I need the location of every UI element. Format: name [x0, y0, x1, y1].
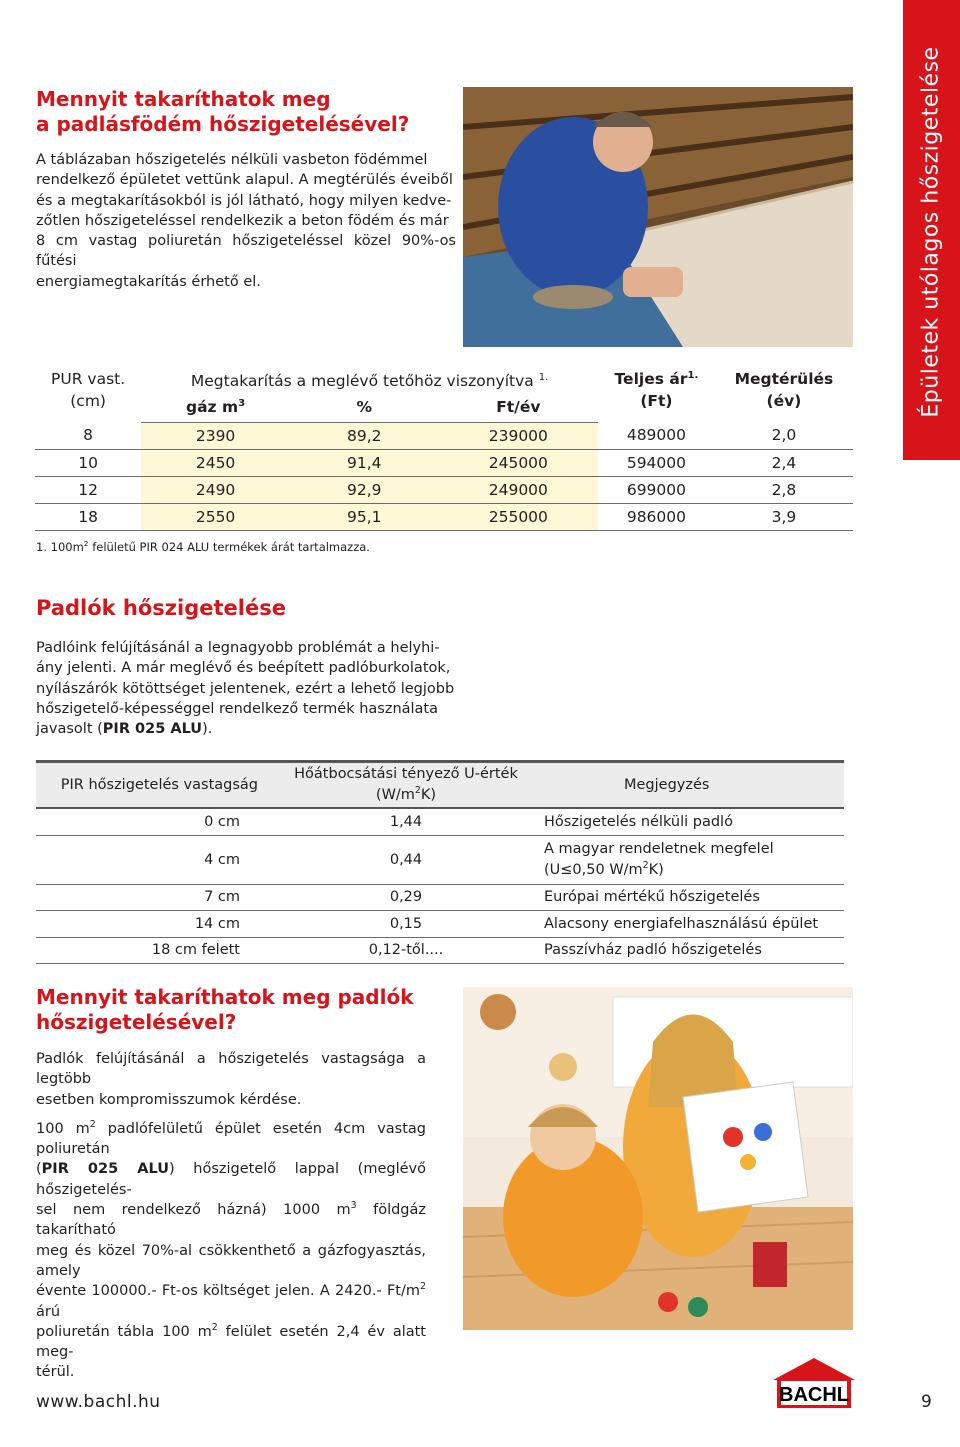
attic-photo: [463, 87, 853, 347]
para-line: esetben kompromisszumok kérdése.: [36, 1091, 302, 1108]
note-line: A magyar rendeletnek megfelel: [544, 840, 774, 857]
table-row: [36, 911, 844, 938]
text-span: ).: [202, 721, 213, 738]
text-span: javasolt (: [36, 721, 103, 738]
floor-u-value-table: [36, 760, 844, 964]
cell: 2,0: [715, 422, 853, 449]
sub-header-ft: Ft/év: [439, 392, 598, 422]
cell: Passzívház padló hőszigetelés: [536, 937, 844, 964]
footnote-text: felületű PIR 024 ALU termékek árát tartalmazza.: [88, 540, 370, 554]
cell: 12: [35, 476, 141, 503]
text-span: évente 100000.- Ft-os költséget jelen. A 2420.- Ft/m: [36, 1283, 420, 1300]
para-line: Padlóink felújításánál a legnagyobb problémát a helyhi-: [36, 640, 440, 656]
sub-header-gaz: [141, 392, 290, 422]
cell: 8: [35, 422, 141, 449]
cell: 0,44: [276, 835, 536, 884]
header-line: (Ft): [640, 392, 673, 410]
cell: 0,15: [276, 911, 536, 938]
cell: 2,4: [715, 449, 853, 476]
header-line: [276, 785, 536, 806]
text-span: (W/m: [375, 787, 415, 803]
heading-line: Mennyit takaríthatok meg padlók: [36, 985, 414, 1009]
cell: 95,1: [290, 503, 439, 530]
group-header-sup: 1.: [538, 371, 549, 383]
col-payback-header: [715, 370, 853, 422]
table-row: [35, 503, 853, 530]
attic-savings-table: [35, 370, 853, 531]
para-line: térül.: [36, 1364, 75, 1381]
table-row: [36, 937, 844, 964]
cell: 986000: [598, 503, 715, 530]
footnote-text: 1. 100m: [36, 540, 84, 554]
table-footnote: [36, 540, 370, 554]
table-row: [35, 476, 853, 503]
cell: 489000: [598, 422, 715, 449]
sup: 2: [89, 1119, 96, 1131]
table-row: [35, 422, 853, 449]
table-row: [36, 808, 844, 835]
cell: 4 cm: [36, 835, 276, 884]
para-line: [36, 1159, 426, 1200]
cell: 245000: [439, 449, 598, 476]
header-line: Megtérülés: [734, 370, 834, 388]
header-line: (cm): [70, 392, 106, 410]
text-span: árú: [36, 1303, 61, 1320]
sup: 2: [211, 1322, 218, 1334]
sup: 3: [350, 1200, 357, 1212]
cell: 2550: [141, 503, 290, 530]
para-line: zőtlen hőszigeteléssel rendelkezik a beton födém és már: [36, 212, 449, 229]
text-span: ) hőszigetelő lappal (meglévő hőszigetelés-: [36, 1161, 426, 1198]
cell: 7 cm: [36, 884, 276, 911]
cell: Alacsony energiafelhasználású épület: [536, 911, 844, 938]
para-line: [36, 719, 456, 739]
para-line: és a megtakarításokból is jól látható, hogy milyen kedve-: [36, 192, 452, 209]
text-span: poliuretán tábla 100 m: [36, 1323, 212, 1340]
para-line: rendelkező épületet vettünk alapul. A megtérülés éveiből: [36, 172, 453, 189]
para-line: A táblázaban hőszigetelés nélküli vasbeton födémmel: [36, 152, 428, 168]
heading-line: Mennyit takaríthatok meg: [36, 87, 331, 111]
logo-text: BACHL: [779, 1384, 849, 1406]
cell: 3,9: [715, 503, 853, 530]
heading-line: hőszigetelésével?: [36, 1010, 237, 1034]
cell: Hőszigetelés nélküli padló: [536, 808, 844, 835]
table-header-row: [36, 762, 844, 809]
cell: 255000: [439, 503, 598, 530]
cell: 14 cm: [36, 911, 276, 938]
para-line: energiamegtakarítás érhető el.: [36, 273, 261, 290]
footer-url[interactable]: www.bachl.hu: [36, 1392, 161, 1412]
cell: 0,12-től....: [276, 937, 536, 964]
cell: 18 cm felett: [36, 937, 276, 964]
cell: 249000: [439, 476, 598, 503]
group-header-text: Megtakarítás a meglévő tetőhöz viszonyítva: [190, 372, 534, 390]
sup: 2: [414, 785, 421, 797]
cell: 2,8: [715, 476, 853, 503]
cell: 0,29: [276, 884, 536, 911]
product-name: PIR 025 ALU: [41, 1161, 169, 1178]
table-row: [35, 449, 853, 476]
product-name: PIR 025 ALU: [102, 721, 203, 738]
cell: 10: [35, 449, 141, 476]
group-header: [141, 370, 598, 392]
sup: 2: [420, 1281, 426, 1293]
cell: [536, 835, 844, 884]
cell: 2390: [141, 422, 290, 449]
side-title: Épületek utólagos hőszigetelése: [918, 46, 944, 418]
text-span: (: [36, 1161, 42, 1178]
col-pur-header: [35, 370, 141, 422]
para-line: nyílászárók kötöttséget jelentenek, ezért a lehető legjobb: [36, 680, 455, 697]
text-span: földgáz takarítható: [36, 1202, 427, 1239]
cell: 2450: [141, 449, 290, 476]
heading-line: a padlásfödém hőszigetelésével?: [36, 112, 410, 136]
para-line: [36, 1200, 426, 1241]
cell: 92,9: [290, 476, 439, 503]
table-row: [36, 835, 844, 884]
section-attic: [36, 87, 456, 292]
col-thickness-header: PIR hőszigetelés vastagság: [36, 762, 276, 809]
cell: 0 cm: [36, 808, 276, 835]
header-line: Teljes ár: [614, 370, 688, 388]
footnote-sup: 2: [83, 539, 89, 549]
text-span: felület esetén 2,4 év alatt meg-: [36, 1323, 426, 1361]
text-span: (U≤0,50 W/m: [544, 861, 643, 878]
para-line: [36, 1281, 426, 1322]
section-floor-savings: [36, 985, 426, 1383]
sub-header-sup: 3: [238, 397, 246, 409]
cell: Európai mértékű hőszigetelés: [536, 884, 844, 911]
sup: 2: [642, 859, 649, 871]
col-total-header: [598, 370, 715, 422]
para-line: [36, 1322, 426, 1363]
text-span: 100 m: [36, 1120, 90, 1137]
col-u-header: [276, 762, 536, 809]
family-photo: [463, 987, 853, 1330]
text-span: padlófelületű épület esetén 4cm vastag poliuretán: [36, 1120, 426, 1158]
table-row: [36, 884, 844, 911]
cell: 91,4: [290, 449, 439, 476]
text-span: K): [648, 861, 664, 878]
note-line: [544, 860, 844, 881]
sub-header-pct: %: [290, 392, 439, 422]
text-span: K): [420, 787, 437, 803]
page-number: 9: [921, 1392, 932, 1412]
para-line: ány jelenti. A már meglévő és beépített padlóburkolatok,: [36, 660, 451, 677]
col-note-header: Megjegyzés: [536, 762, 844, 809]
header-line: Hőátbocsátási tényező U-érték: [294, 766, 518, 782]
header-line: (év): [766, 392, 802, 410]
para-line: hőszigetelő-képességgel rendelkező termék használata: [36, 700, 439, 717]
text-span: sel nem rendelkező házná) 1000 m: [36, 1202, 351, 1219]
cell: 699000: [598, 476, 715, 503]
cell: 89,2: [290, 422, 439, 449]
para-line: Padlók felújításánál a hőszigetelés vastagsága a legtöbb: [36, 1051, 426, 1088]
para-line: meg és közel 70%-al csökkenthető a gázfogyasztás, amely: [36, 1242, 426, 1279]
sub-header-text: gáz m: [186, 397, 239, 416]
cell: 594000: [598, 449, 715, 476]
header-sup: 1.: [687, 369, 699, 381]
section-heading: Padlók hőszigetelése: [36, 596, 286, 620]
header-line: PUR vast.: [51, 370, 126, 388]
cell: 2490: [141, 476, 290, 503]
bachl-logo: [773, 1358, 855, 1408]
para-line: 8 cm vastag poliuretán hőszigeteléssel közel 90%-os fűtési: [36, 233, 456, 270]
cell: 18: [35, 503, 141, 530]
cell: 239000: [439, 422, 598, 449]
section-floor: [36, 596, 456, 739]
cell: 1,44: [276, 808, 536, 835]
para-line: [36, 1119, 426, 1160]
